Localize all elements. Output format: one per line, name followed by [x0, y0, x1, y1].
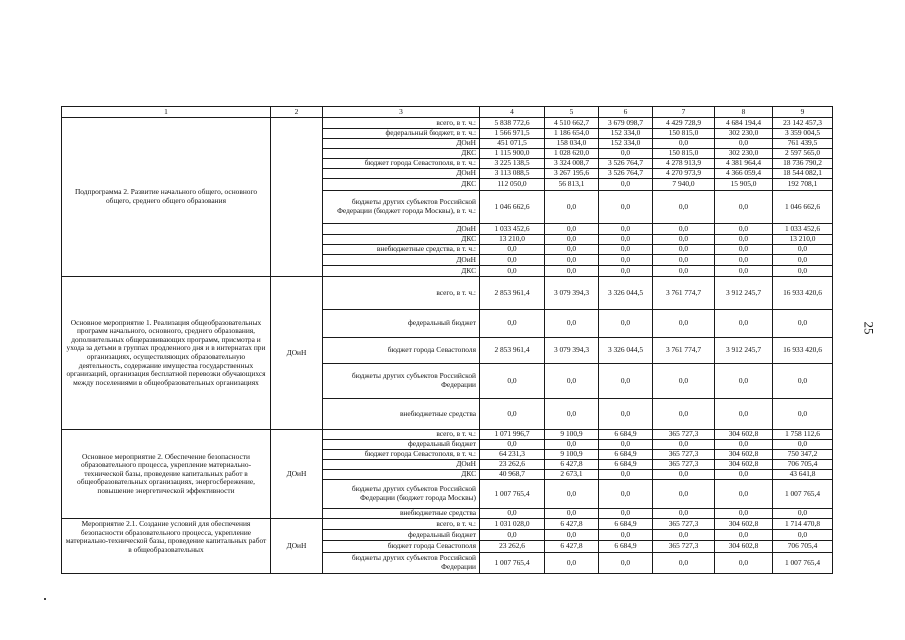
- funding-source-cell: всего, в т. ч.:: [323, 118, 480, 129]
- header-cell: 8: [715, 107, 773, 118]
- value-cell: 56 813,1: [545, 179, 599, 191]
- value-cell: 0,0: [715, 509, 773, 519]
- value-cell: 3 113 088,5: [480, 169, 545, 179]
- program-name-cell: Основное мероприятие 2. Обеспечение безопасности образовательного процесса, укрепление материально-технической базы, проведение капитальных работ в общеобразовательных организациях, энергосбережение, повышение энергетической эффективности: [62, 430, 271, 519]
- value-cell: 0,0: [773, 530, 833, 541]
- value-cell: 13 210,0: [773, 235, 833, 245]
- value-cell: 0,0: [545, 310, 599, 338]
- value-cell: 2 597 565,0: [773, 149, 833, 159]
- funding-source-cell: внебюджетные средства: [323, 509, 480, 519]
- value-cell: 1 007 765,4: [480, 553, 545, 574]
- funding-source-cell: бюджеты других субъектов Российской Федерации (бюджет города Москвы): [323, 480, 480, 509]
- value-cell: 1 566 971,5: [480, 129, 545, 139]
- value-cell: 0,0: [715, 399, 773, 430]
- value-cell: 0,0: [715, 470, 773, 480]
- value-cell: 6 427,8: [545, 541, 599, 553]
- value-cell: 302 230,0: [715, 129, 773, 139]
- header-cell: 4: [480, 107, 545, 118]
- header-cell: 9: [773, 107, 833, 118]
- value-cell: 18 544 082,1: [773, 169, 833, 179]
- value-cell: 750 347,2: [773, 450, 833, 460]
- funding-source-cell: внебюджетные средства: [323, 399, 480, 430]
- value-cell: 0,0: [653, 224, 715, 235]
- program-name-cell: Подпрограмма 2. Развитие начального общего, основного общего, среднего общего образования: [62, 118, 271, 277]
- value-cell: 0,0: [599, 266, 653, 277]
- value-cell: 0,0: [653, 480, 715, 509]
- executor-cell: ДОиН: [271, 519, 323, 574]
- value-cell: 0,0: [599, 224, 653, 235]
- value-cell: 365 727,3: [653, 541, 715, 553]
- value-cell: 1 033 452,6: [480, 224, 545, 235]
- funding-source-cell: ДОиН: [323, 139, 480, 149]
- value-cell: 150 815,0: [653, 129, 715, 139]
- value-cell: 1 046 662,6: [773, 191, 833, 224]
- value-cell: 0,0: [480, 266, 545, 277]
- funding-source-cell: федеральный бюджет, в т. ч.:: [323, 129, 480, 139]
- value-cell: 0,0: [545, 509, 599, 519]
- value-cell: 0,0: [545, 440, 599, 450]
- table-row: [62, 430, 833, 440]
- value-cell: 0,0: [653, 235, 715, 245]
- value-cell: 3 526 764,7: [599, 169, 653, 179]
- value-cell: 3 912 245,7: [715, 338, 773, 364]
- value-cell: 0,0: [599, 179, 653, 191]
- funding-source-cell: внебюджетные средства, в т. ч.:: [323, 245, 480, 255]
- value-cell: 304 602,8: [715, 430, 773, 440]
- value-cell: 304 602,8: [715, 519, 773, 530]
- value-cell: 3 912 245,7: [715, 277, 773, 310]
- value-cell: 0,0: [715, 245, 773, 255]
- value-cell: 0,0: [653, 509, 715, 519]
- value-cell: 9 100,9: [545, 430, 599, 440]
- value-cell: 0,0: [653, 530, 715, 541]
- value-cell: 1 007 765,4: [480, 480, 545, 509]
- header-cell: 3: [323, 107, 480, 118]
- funding-source-cell: ДОиН: [323, 460, 480, 470]
- value-cell: 0,0: [545, 255, 599, 266]
- value-cell: 0,0: [773, 399, 833, 430]
- value-cell: 706 705,4: [773, 541, 833, 553]
- value-cell: 43 641,8: [773, 470, 833, 480]
- funding-source-cell: бюджет города Севастополя, в т. ч.:: [323, 450, 480, 460]
- value-cell: 2 853 961,4: [480, 277, 545, 310]
- funding-source-cell: бюджеты других субъектов Российской Федерации: [323, 553, 480, 574]
- value-cell: 0,0: [480, 509, 545, 519]
- value-cell: 4 684 194,4: [715, 118, 773, 129]
- value-cell: 0,0: [599, 440, 653, 450]
- value-cell: 0,0: [545, 553, 599, 574]
- value-cell: 40 968,7: [480, 470, 545, 480]
- value-cell: 6 427,8: [545, 460, 599, 470]
- value-cell: 16 933 420,6: [773, 338, 833, 364]
- value-cell: 0,0: [715, 255, 773, 266]
- value-cell: 0,0: [653, 255, 715, 266]
- header-cell: 5: [545, 107, 599, 118]
- header-cell: 6: [599, 107, 653, 118]
- value-cell: 4 429 728,9: [653, 118, 715, 129]
- value-cell: 16 933 420,6: [773, 277, 833, 310]
- value-cell: 3 761 774,7: [653, 338, 715, 364]
- value-cell: 150 815,0: [653, 149, 715, 159]
- value-cell: 0,0: [653, 310, 715, 338]
- funding-source-cell: бюджеты других субъектов Российской Федерации (бюджет города Москвы), в т. ч.:: [323, 191, 480, 224]
- table-row: [62, 118, 833, 129]
- value-cell: 4 381 964,4: [715, 159, 773, 169]
- value-cell: 23 142 457,3: [773, 118, 833, 129]
- program-name-cell: Мероприятие 2.1. Создание условий для обеспечения безопасности образовательного процесса, укрепление материально-технической базы, проведение капитальных работ в общеобразовательных: [62, 519, 271, 574]
- value-cell: 1 046 662,6: [480, 191, 545, 224]
- budget-table: [61, 106, 833, 574]
- value-cell: 0,0: [545, 399, 599, 430]
- funding-source-cell: всего, в т. ч.:: [323, 430, 480, 440]
- value-cell: 6 684,9: [599, 460, 653, 470]
- value-cell: 0,0: [545, 480, 599, 509]
- value-cell: 1 186 654,0: [545, 129, 599, 139]
- value-cell: 0,0: [599, 255, 653, 266]
- funding-source-cell: бюджеты других субъектов Российской Федерации: [323, 364, 480, 399]
- value-cell: 0,0: [545, 530, 599, 541]
- value-cell: 0,0: [773, 245, 833, 255]
- value-cell: 6 684,9: [599, 430, 653, 440]
- value-cell: 0,0: [545, 364, 599, 399]
- value-cell: 0,0: [773, 509, 833, 519]
- table-row: [62, 519, 833, 530]
- funding-source-cell: ДКС: [323, 266, 480, 277]
- value-cell: 0,0: [599, 364, 653, 399]
- value-cell: 2 853 961,4: [480, 338, 545, 364]
- value-cell: 0,0: [773, 266, 833, 277]
- value-cell: 0,0: [599, 399, 653, 430]
- value-cell: 3 079 394,3: [545, 277, 599, 310]
- funding-source-cell: бюджет города Севастополя: [323, 541, 480, 553]
- value-cell: 0,0: [545, 245, 599, 255]
- value-cell: 2 673,1: [545, 470, 599, 480]
- value-cell: 0,0: [653, 553, 715, 574]
- value-cell: 0,0: [715, 553, 773, 574]
- value-cell: 0,0: [480, 245, 545, 255]
- value-cell: 0,0: [599, 470, 653, 480]
- value-cell: 0,0: [715, 440, 773, 450]
- value-cell: 3 324 008,7: [545, 159, 599, 169]
- value-cell: 4 366 059,4: [715, 169, 773, 179]
- value-cell: 64 231,3: [480, 450, 545, 460]
- funding-source-cell: федеральный бюджет: [323, 440, 480, 450]
- value-cell: 302 230,0: [715, 149, 773, 159]
- funding-source-cell: ДОиН: [323, 255, 480, 266]
- value-cell: 152 334,0: [599, 139, 653, 149]
- funding-source-cell: ДКС: [323, 179, 480, 191]
- value-cell: 0,0: [715, 480, 773, 509]
- header-row: [62, 107, 833, 118]
- value-cell: 0,0: [773, 440, 833, 450]
- value-cell: 365 727,3: [653, 450, 715, 460]
- header-cell: 2: [271, 107, 323, 118]
- value-cell: 1 007 765,4: [773, 553, 833, 574]
- executor-cell: ДОиН: [271, 277, 323, 430]
- value-cell: 6 684,9: [599, 450, 653, 460]
- value-cell: 0,0: [653, 470, 715, 480]
- value-cell: 1 028 620,0: [545, 149, 599, 159]
- value-cell: 1 758 112,6: [773, 430, 833, 440]
- value-cell: 3 079 394,3: [545, 338, 599, 364]
- value-cell: 3 225 138,5: [480, 159, 545, 169]
- value-cell: 0,0: [773, 255, 833, 266]
- value-cell: 1 071 996,7: [480, 430, 545, 440]
- value-cell: 6 684,9: [599, 541, 653, 553]
- value-cell: 18 736 790,2: [773, 159, 833, 169]
- value-cell: 365 727,3: [653, 460, 715, 470]
- value-cell: 0,0: [480, 399, 545, 430]
- program-name-cell: Основное мероприятие 1. Реализация общеобразовательных программ начального, основного, среднего образования, дополнительных общеразвивающих программ, присмотра и ухода за детьми в группах продленного дня и в интернатах при организациях, осуществляющих образовательную деятельность, содержание имущества государственных организаций, организация бесплатной перевозки обучающихся между поселениями в общеобразовательных организациях: [62, 277, 271, 430]
- value-cell: 0,0: [715, 530, 773, 541]
- value-cell: 158 034,0: [545, 139, 599, 149]
- funding-source-cell: федеральный бюджет: [323, 530, 480, 541]
- value-cell: 0,0: [715, 310, 773, 338]
- funding-source-cell: ДКС: [323, 470, 480, 480]
- value-cell: 0,0: [480, 440, 545, 450]
- value-cell: 0,0: [653, 440, 715, 450]
- value-cell: 3 526 764,7: [599, 159, 653, 169]
- value-cell: 0,0: [599, 149, 653, 159]
- value-cell: 365 727,3: [653, 519, 715, 530]
- value-cell: 15 905,0: [715, 179, 773, 191]
- table-row: [62, 277, 833, 310]
- value-cell: 9 100,9: [545, 450, 599, 460]
- value-cell: 365 727,3: [653, 430, 715, 440]
- funding-source-cell: бюджет города Севастополя, в т. ч.:: [323, 159, 480, 169]
- value-cell: 3 679 098,7: [599, 118, 653, 129]
- value-cell: 706 705,4: [773, 460, 833, 470]
- value-cell: 1 033 452,6: [773, 224, 833, 235]
- value-cell: 0,0: [545, 191, 599, 224]
- value-cell: 0,0: [653, 245, 715, 255]
- value-cell: 3 359 004,5: [773, 129, 833, 139]
- value-cell: 152 334,0: [599, 129, 653, 139]
- value-cell: 1 714 470,8: [773, 519, 833, 530]
- value-cell: 0,0: [599, 235, 653, 245]
- value-cell: 0,0: [715, 364, 773, 399]
- scan-speck: [44, 598, 46, 600]
- value-cell: 3 267 195,6: [545, 169, 599, 179]
- executor-cell: [271, 118, 323, 277]
- funding-source-cell: ДКС: [323, 235, 480, 245]
- value-cell: 0,0: [715, 139, 773, 149]
- value-cell: 304 602,8: [715, 450, 773, 460]
- value-cell: 304 602,8: [715, 460, 773, 470]
- header-cell: 1: [62, 107, 271, 118]
- value-cell: 6 684,9: [599, 519, 653, 530]
- value-cell: 0,0: [653, 266, 715, 277]
- value-cell: 3 326 044,5: [599, 277, 653, 310]
- value-cell: 4 510 662,7: [545, 118, 599, 129]
- funding-source-cell: бюджет города Севастополя: [323, 338, 480, 364]
- funding-source-cell: всего, в т. ч.:: [323, 277, 480, 310]
- value-cell: 0,0: [773, 310, 833, 338]
- executor-cell: ДОиН: [271, 430, 323, 519]
- value-cell: 7 940,0: [653, 179, 715, 191]
- value-cell: 5 838 772,6: [480, 118, 545, 129]
- value-cell: 4 270 973,9: [653, 169, 715, 179]
- value-cell: 0,0: [715, 266, 773, 277]
- value-cell: 23 262,6: [480, 541, 545, 553]
- value-cell: 1 031 028,0: [480, 519, 545, 530]
- value-cell: 0,0: [545, 266, 599, 277]
- value-cell: 0,0: [545, 235, 599, 245]
- value-cell: 0,0: [480, 255, 545, 266]
- value-cell: 0,0: [599, 191, 653, 224]
- value-cell: 112 050,0: [480, 179, 545, 191]
- funding-source-cell: ДКС: [323, 149, 480, 159]
- value-cell: 4 278 913,9: [653, 159, 715, 169]
- page-number: 25: [861, 321, 877, 335]
- value-cell: 0,0: [715, 191, 773, 224]
- funding-source-cell: ДОиН: [323, 224, 480, 235]
- value-cell: 3 326 044,5: [599, 338, 653, 364]
- value-cell: 0,0: [599, 245, 653, 255]
- value-cell: 0,0: [480, 364, 545, 399]
- value-cell: 0,0: [715, 235, 773, 245]
- value-cell: 23 262,6: [480, 460, 545, 470]
- funding-source-cell: федеральный бюджет: [323, 310, 480, 338]
- value-cell: 0,0: [480, 530, 545, 541]
- value-cell: 6 427,8: [545, 519, 599, 530]
- value-cell: 192 708,1: [773, 179, 833, 191]
- value-cell: 0,0: [773, 364, 833, 399]
- value-cell: 0,0: [715, 224, 773, 235]
- funding-source-cell: ДОиН: [323, 169, 480, 179]
- value-cell: 3 761 774,7: [653, 277, 715, 310]
- value-cell: 0,0: [545, 224, 599, 235]
- value-cell: 304 602,8: [715, 541, 773, 553]
- value-cell: 0,0: [653, 399, 715, 430]
- value-cell: 0,0: [599, 310, 653, 338]
- header-cell: 7: [653, 107, 715, 118]
- value-cell: 0,0: [480, 310, 545, 338]
- value-cell: 761 439,5: [773, 139, 833, 149]
- value-cell: 0,0: [599, 553, 653, 574]
- value-cell: 0,0: [653, 364, 715, 399]
- value-cell: 0,0: [653, 139, 715, 149]
- value-cell: 0,0: [599, 509, 653, 519]
- value-cell: 1 115 900,0: [480, 149, 545, 159]
- value-cell: 0,0: [599, 480, 653, 509]
- value-cell: 13 210,0: [480, 235, 545, 245]
- value-cell: 451 071,5: [480, 139, 545, 149]
- value-cell: 1 007 765,4: [773, 480, 833, 509]
- value-cell: 0,0: [653, 191, 715, 224]
- value-cell: 0,0: [599, 530, 653, 541]
- funding-source-cell: всего, в т. ч.:: [323, 519, 480, 530]
